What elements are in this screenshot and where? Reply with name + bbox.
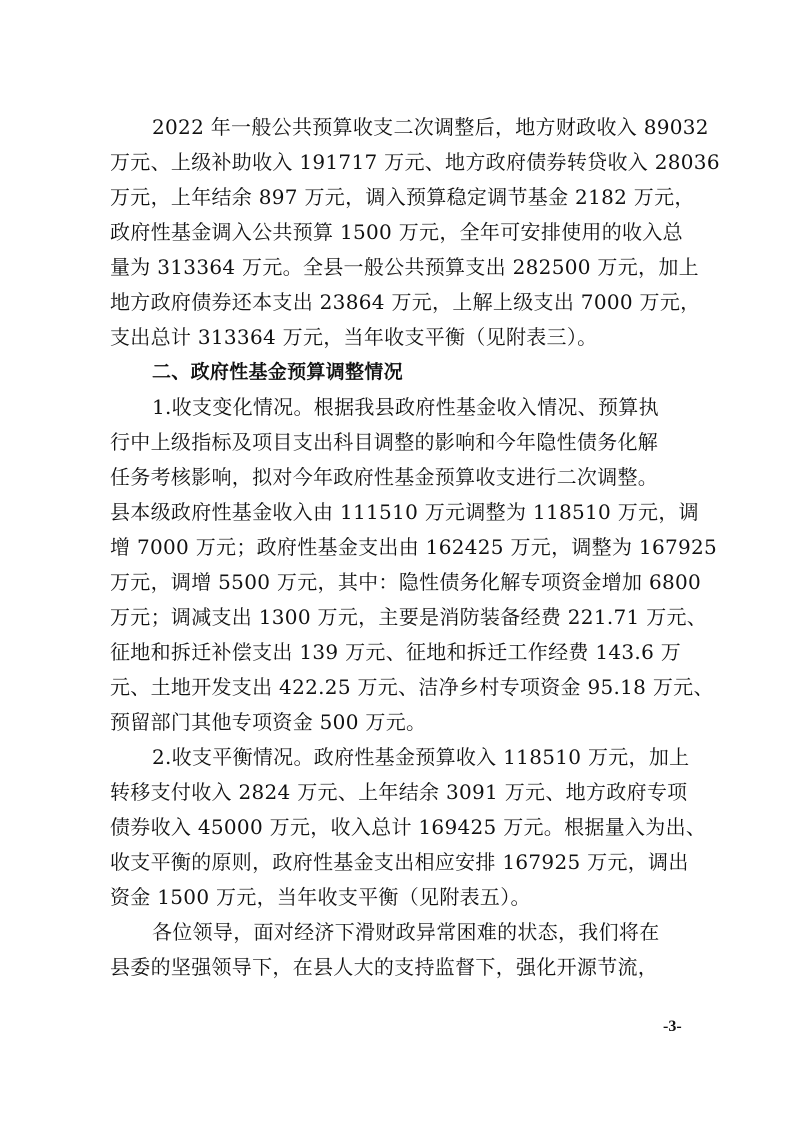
paragraph-line: 万元，上年结余 897 万元，调入预算稳定调节基金 2182 万元， xyxy=(110,185,695,209)
paragraph-line: 万元；调减支出 1300 万元，主要是消防装备经费 221.71 万元、 xyxy=(110,605,708,629)
paragraph-line: 1.收支变化情况。根据我县政府性基金收入情况、预算执 xyxy=(152,395,659,419)
document-body xyxy=(110,110,720,985)
paragraph-line: 支出总计 313364 万元，当年收支平衡（见附表三）。 xyxy=(110,325,598,349)
paragraph-line: 县委的坚强领导下，在县人大的支持监督下，强化开源节流， xyxy=(110,955,659,979)
paragraph-line: 地方政府债券还本支出 23864 万元，上解上级支出 7000 万元， xyxy=(110,290,701,314)
paragraph-line: 增 7000 万元；政府性基金支出由 162425 万元，调整为 167925 xyxy=(110,535,718,559)
paragraph-line: 预留部门其他专项资金 500 万元。 xyxy=(110,710,427,734)
page-number: -3- xyxy=(663,1018,682,1035)
paragraph-line: 2.收支平衡情况。政府性基金预算收入 118510 万元，加上 xyxy=(152,745,690,769)
paragraph-line: 行中上级指标及项目支出科目调整的影响和今年隐性债务化解 xyxy=(110,430,659,454)
paragraph-line: 县本级政府性基金收入由 111510 万元调整为 118510 万元，调 xyxy=(110,500,699,524)
paragraph-line: 各位领导，面对经济下滑财政异常困难的状态，我们将在 xyxy=(152,920,660,944)
section-heading: 二、政府性基金预算调整情况 xyxy=(152,361,403,383)
paragraph-line: 万元、上级补助收入 191717 万元、地方政府债券转贷收入 28036 xyxy=(110,150,720,174)
paragraph-line: 万元，调增 5500 万元，其中：隐性债务化解专项资金增加 6800 xyxy=(110,570,702,594)
paragraph-line: 征地和拆迁补偿支出 139 万元、征地和拆迁工作经费 143.6 万 xyxy=(110,640,682,664)
paragraph-line: 收支平衡的原则，政府性基金支出相应安排 167925 万元，调出 xyxy=(110,850,689,874)
paragraph-line: 量为 313364 万元。全县一般公共预算支出 282500 万元，加上 xyxy=(110,255,699,279)
paragraph-line: 2022 年一般公共预算收支二次调整后，地方财政收入 89032 xyxy=(152,115,709,139)
paragraph-line: 转移支付收入 2824 万元、上年结余 3091 万元、地方政府专项 xyxy=(110,780,688,804)
paragraph-line: 债券收入 45000 万元，收入总计 169425 万元。根据量入为出、 xyxy=(110,815,707,839)
paragraph-line: 任务考核影响，拟对今年政府性基金预算收支进行二次调整。 xyxy=(110,465,659,489)
paragraph-line: 元、土地开发支出 422.25 万元、洁净乡村专项资金 95.18 万元、 xyxy=(110,675,714,699)
paragraph-line: 政府性基金调入公共预算 1500 万元，全年可安排使用的收入总 xyxy=(110,220,683,244)
paragraph-line: 资金 1500 万元，当年收支平衡（见附表五）。 xyxy=(110,885,531,909)
